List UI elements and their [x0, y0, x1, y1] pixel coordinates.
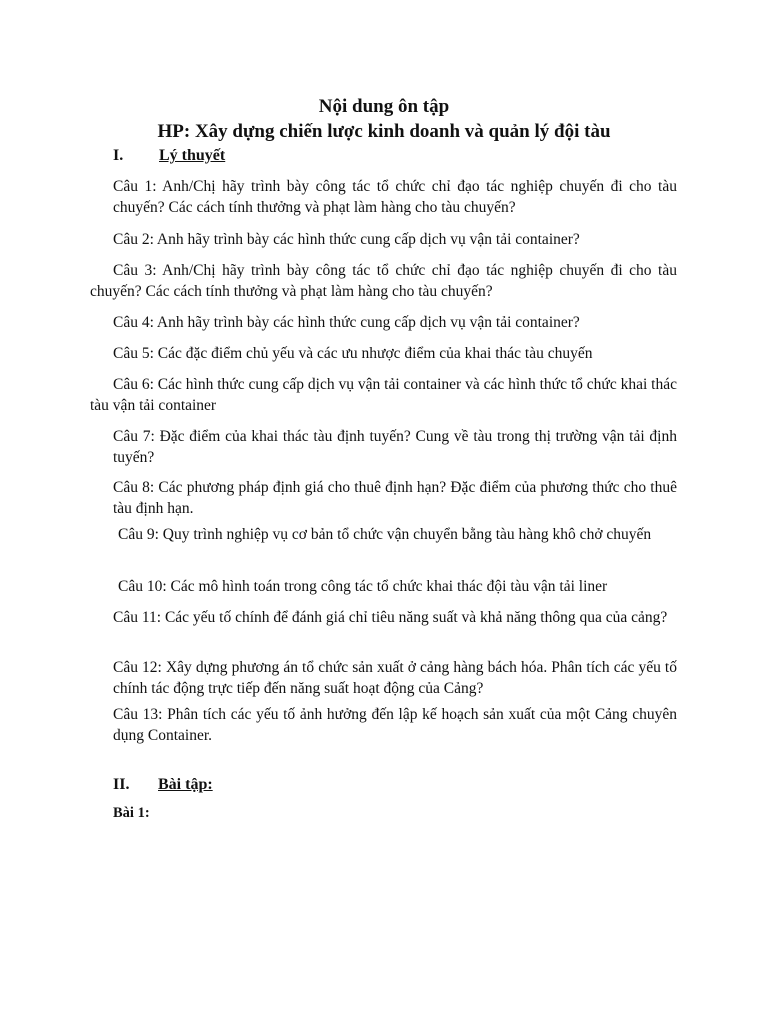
- question-4: Câu 4: Anh hãy trình bày các hình thức cung cấp dịch vụ vận tải container?: [113, 314, 580, 331]
- document-title: Nội dung ôn tập: [318, 96, 450, 117]
- section-2-label: Bài tập:: [158, 776, 213, 793]
- question-13: Câu 13: Phân tích các yếu tố ảnh hưởng đến lập kế hoạch sản xuất của một Cảng chuyên dụng Container.: [113, 706, 677, 744]
- question-11: Câu 11: Các yếu tố chính để đánh giá chỉ tiêu năng suất và khả năng thông qua của cảng?: [113, 609, 668, 626]
- question-3: Câu 3: Anh/Chị hãy trình bày công tác tổ chức chỉ đạo tác nghiệp chuyến đi cho tàu chuyến? Các cách tính thưởng và phạt làm hàng cho tàu chuyến?: [90, 262, 677, 300]
- question-1: Câu 1: Anh/Chị hãy trình bày công tác tổ chức chỉ đạo tác nghiệp chuyến đi cho tàu chuyến? Các cách tính thưởng và phạt làm hàng cho tàu chuyến?: [113, 178, 677, 216]
- section-2-number: II.: [113, 776, 130, 793]
- question-5: Câu 5: Các đặc điểm chủ yếu và các ưu nhược điểm của khai thác tàu chuyến: [113, 345, 593, 362]
- question-12: Câu 12: Xây dựng phương án tổ chức sản xuất ở cảng hàng bách hóa. Phân tích các yếu tố chính tác động trực tiếp đến năng suất hoạt động của Cảng?: [113, 659, 677, 697]
- exercise-1-heading: Bài 1:: [113, 805, 150, 821]
- question-9: Câu 9: Quy trình nghiệp vụ cơ bản tổ chức vận chuyển bằng tàu hàng khô chở chuyến: [118, 526, 652, 543]
- question-2: Câu 2: Anh hãy trình bày các hình thức cung cấp dịch vụ vận tải container?: [113, 231, 580, 248]
- question-6: Câu 6: Các hình thức cung cấp dịch vụ vận tải container và các hình thức tổ chức khai thác tàu vận tải container: [90, 376, 677, 414]
- document-subtitle: HP: Xây dựng chiến lược kinh doanh và quản lý đội tàu: [157, 121, 611, 142]
- question-7: Câu 7: Đặc điểm của khai thác tàu định tuyến? Cung về tàu trong thị trường vận tải định tuyến?: [113, 428, 677, 466]
- question-8: Câu 8: Các phương pháp định giá cho thuê định hạn? Đặc điểm của phương thức cho thuê tàu định hạn.: [113, 479, 677, 517]
- section-1-number: I.: [113, 147, 124, 164]
- section-1-label: Lý thuyết: [159, 147, 226, 164]
- question-10: Câu 10: Các mô hình toán trong công tác tổ chức khai thác đội tàu vận tải liner: [118, 578, 608, 595]
